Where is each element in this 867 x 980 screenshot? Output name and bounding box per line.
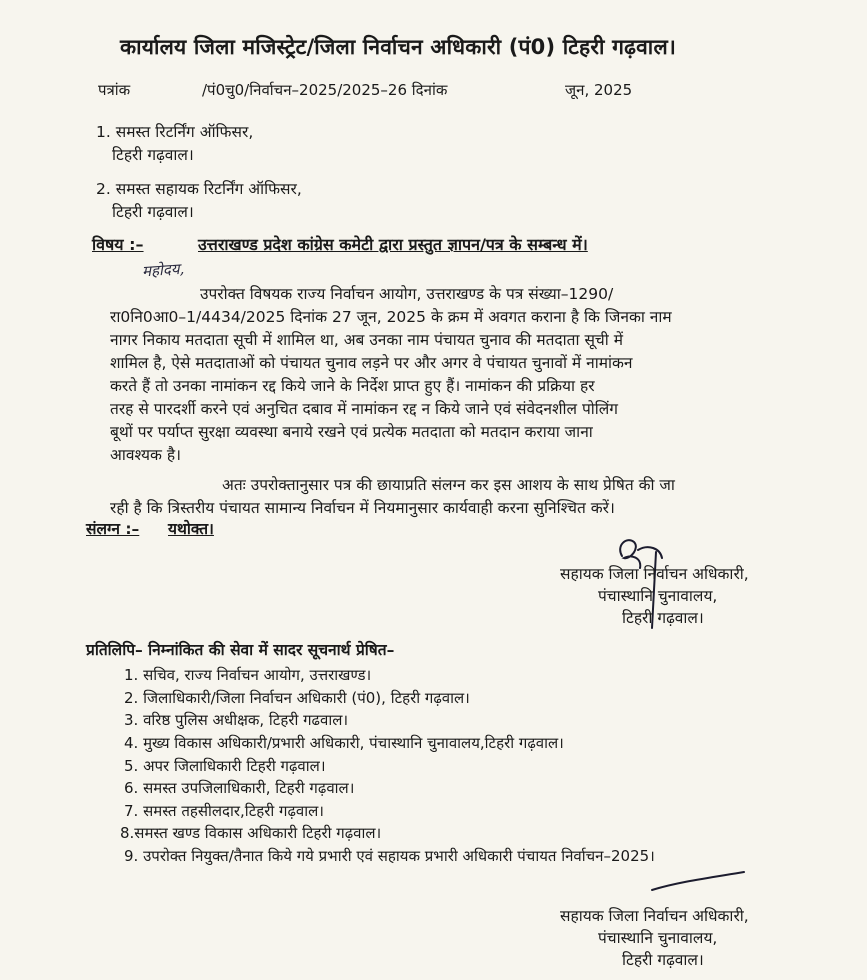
para1-line: नागर निकाय मतदाता सूची में शामिल था, अब उनका नाम पंचायत चुनाव की मतदाता सूची में — [110, 331, 623, 349]
copy-item: 2. जिलाधिकारी/जिला निर्वाचन अधिकारी (पं0), टिहरी गढ़वाल। — [124, 689, 470, 707]
copy-item: 8.समस्त खण्ड विकास अधिकारी टिहरी गढ़वाल। — [120, 824, 382, 842]
signature1-designation: सहायक जिला निर्वाचन अधिकारी, — [560, 565, 749, 583]
subject-label: विषय :– — [92, 235, 144, 254]
signature1-place: टिहरी गढ़वाल। — [622, 609, 704, 627]
para1-line: आवश्यक है। — [110, 446, 181, 464]
copy-heading: प्रतिलिपि– निम्नांकित की सेवा में सादर सूचनार्थ प्रेषित– — [86, 641, 395, 659]
enclosure-value: यथोक्त। — [168, 520, 214, 538]
para1-line: उपरोक्त विषयक राज्य निर्वाचन आयोग, उत्तराखण्ड के पत्र संख्या–1290/ — [200, 285, 614, 303]
reference-number: /पं0चु0/निर्वाचन–2025/2025–26 दिनांक — [202, 81, 448, 99]
signature1-office: पंचास्थानि चुनावालय, — [598, 587, 718, 605]
para2-line: रही है कि त्रिस्तरीय पंचायत सामान्य निर्वाचन में नियमानुसार कार्यवाही करना सुनिश्चित करें। — [110, 499, 615, 517]
signature-stroke — [648, 868, 748, 898]
copy-item: 4. मुख्य विकास अधिकारी/प्रभारी अधिकारी, पंचास्थानि चुनावालय,टिहरी गढ़वाल। — [124, 734, 564, 752]
subject-text: उत्तराखण्ड प्रदेश कांग्रेस कमेटी द्वारा प्रस्तुत ज्ञापन/पत्र के सम्बन्ध में। — [198, 235, 588, 254]
addressee-2-line1: 2. समस्त सहायक रिटर्निंग ऑफिसर, — [96, 180, 302, 198]
copy-item: 3. वरिष्ठ पुलिस अधीक्षक, टिहरी गढवाल। — [124, 711, 349, 729]
para1-line: शामिल है, ऐसे मतदाताओं को पंचायत चुनाव लड़ने पर और अगर वे पंचायत चुनावों में नामांकन — [110, 354, 633, 372]
copy-item: 7. समस्त तहसीलदार,टिहरी गढ़वाल। — [124, 802, 324, 820]
signature2-office: पंचास्थानि चुनावालय, — [598, 929, 718, 947]
para1-line: करते हैं तो उनका नामांकन रद्द किये जाने के निर्देश प्राप्त हुए हैं। नामांकन की प्रक्रिया हर — [110, 377, 595, 395]
para1-line: बूथों पर पर्याप्त सुरक्षा व्यवस्था बनाये रखने एवं प्रत्येक मतदाता को मतदान कराया जाना — [110, 423, 593, 441]
reference-label: पत्रांक — [98, 81, 131, 99]
para2-line: अतः उपरोक्तानुसार पत्र की छायाप्रति संलग्न कर इस आशय के साथ प्रेषित की जा — [222, 476, 675, 494]
signature2-place: टिहरी गढ़वाल। — [622, 951, 704, 969]
copy-item: 5. अपर जिलाधिकारी टिहरी गढ़वाल। — [124, 757, 326, 775]
enclosure-label: संलग्न :– — [86, 520, 140, 538]
handwritten-salutation: महोदय, — [141, 259, 185, 281]
para1-line: रा0नि0आ0–1/4434/2025 दिनांक 27 जून, 2025 के क्रम में अवगत कराना है कि जिनका नाम — [110, 308, 672, 326]
office-title: कार्यालय जिला मजिस्ट्रेट/जिला निर्वाचन अधिकारी (पं0) टिहरी गढ़वाल। — [120, 35, 677, 59]
signature2-designation: सहायक जिला निर्वाचन अधिकारी, — [560, 907, 749, 925]
addressee-1-line1: 1. समस्त रिटर्निंग ऑफिसर, — [96, 123, 254, 141]
para1-line: तरह से पारदर्शी करने एवं अनुचित दबाव में नामांकन रद्द न किये जाने एवं संवेदनशील पोलिंग — [110, 400, 619, 418]
reference-date: जून, 2025 — [565, 81, 633, 99]
addressee-2-line2: टिहरी गढ़वाल। — [112, 203, 194, 221]
copy-item: 1. सचिव, राज्य निर्वाचन आयोग, उत्तराखण्ड। — [124, 666, 372, 684]
addressee-1-line2: टिहरी गढ़वाल। — [112, 146, 194, 164]
copy-item: 9. उपरोक्त नियुक्त/तैनात किये गये प्रभारी एवं सहायक प्रभारी अधिकारी पंचायत निर्वाचन–2025। — [124, 847, 655, 865]
copy-item: 6. समस्त उपजिलाधिकारी, टिहरी गढ़वाल। — [124, 779, 355, 797]
